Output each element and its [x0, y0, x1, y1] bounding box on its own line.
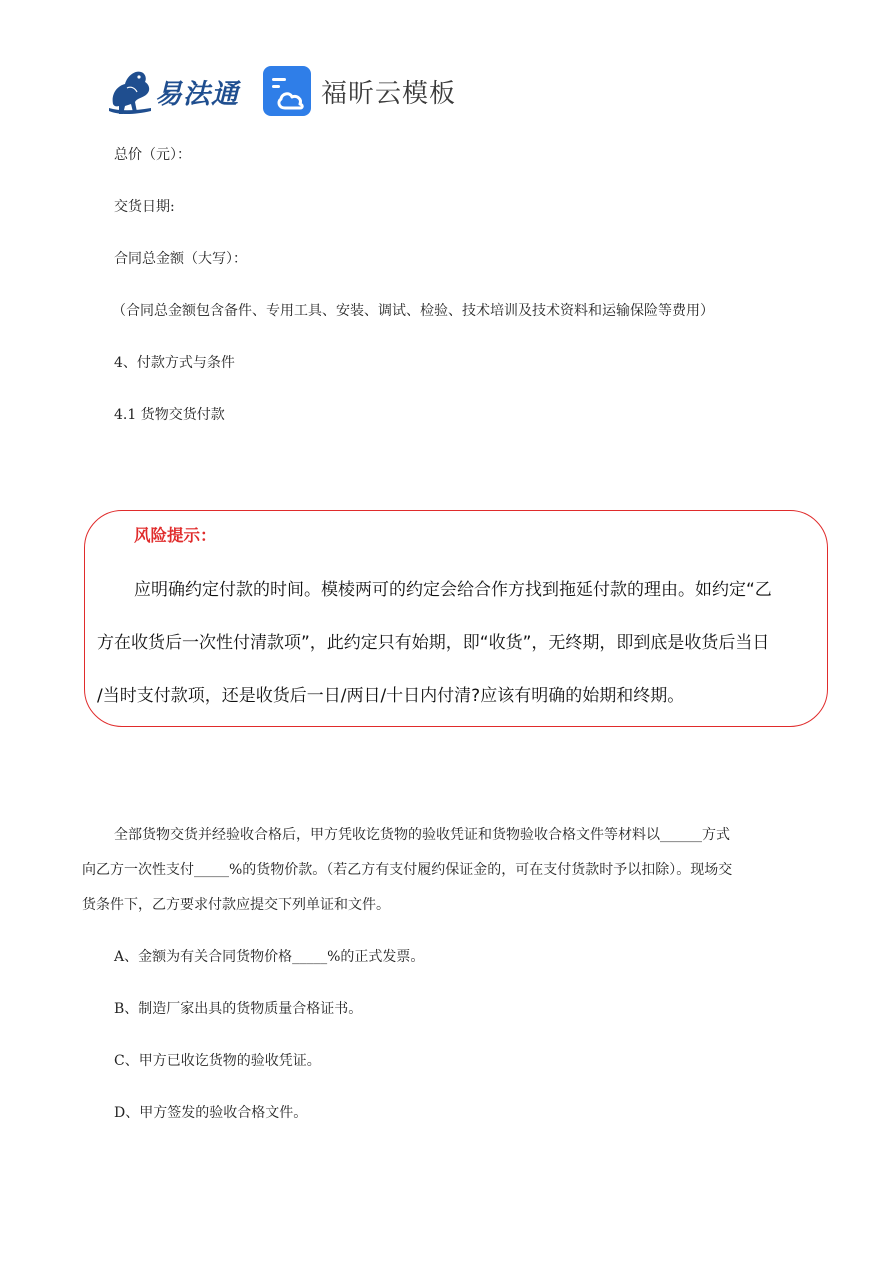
contract-total-amount-label: 合同总金额（大写）：: [114, 251, 247, 267]
section-4-1-heading: 4.1 货物交货付款: [114, 407, 225, 423]
document-item-b: B、制造厂家出具的货物质量合格证书。: [114, 1001, 363, 1017]
payment-paragraph-line: 全部货物交货并经验收合格后，甲方凭收讫货物的验收凭证和货物验收合格文件等材料以______方式: [114, 827, 730, 843]
fuxin-cloud-logo: [263, 66, 456, 116]
risk-tip-line: 应明确约定付款的时间。模棱两可的约定会给合作方找到拖延付款的理由。如约定“乙: [134, 580, 772, 600]
document-item-d: D、甲方签发的验收合格文件。: [114, 1105, 308, 1121]
delivery-date-label: 交货日期:: [114, 199, 175, 215]
document-item-c: C、甲方已收讫货物的验收凭证。: [114, 1053, 321, 1069]
yifatong-logo: [107, 62, 239, 120]
yifatong-logo-text: 易法通: [155, 78, 239, 110]
total-price-label: 总价（元）：: [114, 147, 191, 163]
risk-tip-line: 方在收货后一次性付清款项”，此约定只有始期，即“收货”，无终期，即到底是收货后当日: [97, 633, 770, 653]
document-item-a: A、金额为有关合同货物价格_____%的正式发票。: [114, 949, 425, 965]
horse-emblem-icon: [107, 64, 153, 118]
fuxin-cloud-logo-text: 福昕云模板: [321, 78, 457, 109]
payment-paragraph-line: 货条件下，乙方要求付款应提交下列单证和文件。: [82, 897, 390, 913]
cloud-document-icon: [263, 66, 311, 116]
contract-amount-note: （合同总金额包含备件、专用工具、安装、调试、检验、技术培训及技术资料和运输保险等费用）: [112, 303, 714, 319]
header-logos: [107, 62, 456, 120]
section-4-heading: 4、付款方式与条件: [114, 355, 235, 371]
risk-tip-title: 风险提示：: [134, 526, 217, 545]
risk-tip-line: /当时支付款项，还是收货后一日/两日/十日内付清?应该有明确的始期和终期。: [97, 686, 685, 706]
payment-paragraph-line: 向乙方一次性支付_____%的货物价款。（若乙方有支付履约保证金的，可在支付货款时予以扣除）。现场交: [82, 862, 733, 878]
